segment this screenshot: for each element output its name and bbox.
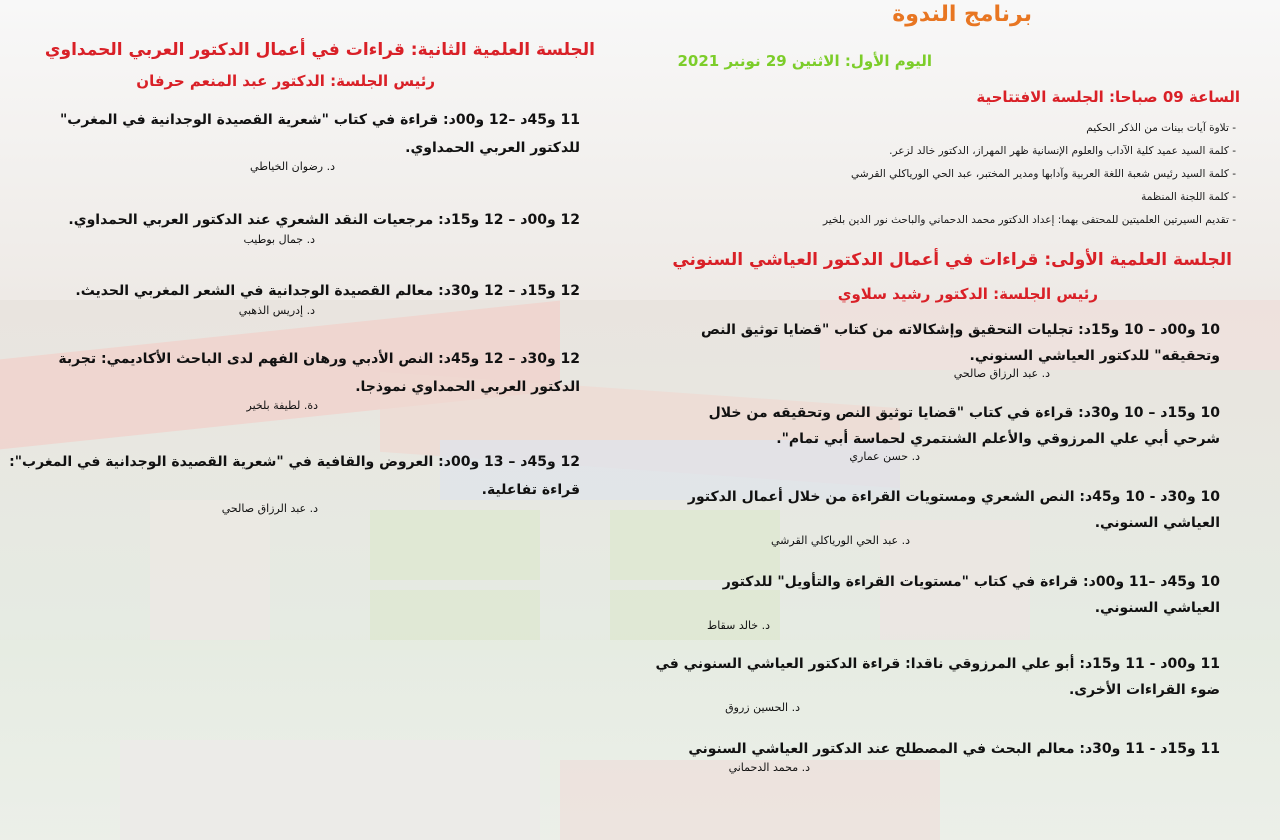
talk-title-line: 12 و00د – 12 و15د: مرجعيات النقد الشعري عند الدكتور العربي الحمداوي.	[68, 212, 580, 228]
talk-title-line: 10 و45د –11 و00د: قراءة في كتاب "مستويات القراءة والتأويل" للدكتور	[722, 574, 1220, 590]
talk-title-line: العياشي السنوني.	[1094, 515, 1220, 531]
opening-item: - كلمة اللجنة المنظمة	[1141, 191, 1236, 203]
talk-title-line: 10 و15د – 10 و30د: قراءة في كتاب "قضايا توثيق النص وتحقيقه من خلال	[708, 405, 1220, 421]
talk-title-line: ضوء القراءات الأخرى.	[1068, 682, 1220, 698]
talk-speaker: د. حسن عماري	[849, 450, 920, 463]
talk-title-line: 12 و45د – 13 و00د: العروض والقافية في "شعرية القصيدة الوجدانية في المغرب":	[9, 454, 580, 470]
talk-title-line: 11 و00د - 11 و15د: أبو علي المرزوقي ناقدا: قراءة الدكتور العياشي السنوني في	[655, 656, 1220, 672]
talk-title-line: 11 و45د –12 و00د: قراءة في كتاب "شعرية القصيدة الوجدانية في المغرب"	[60, 112, 580, 128]
talk-speaker: د. جمال بوطيب	[243, 233, 315, 246]
opening-heading: الساعة 09 صباحا: الجلسة الافتتاحية	[976, 88, 1240, 106]
session2-chair: رئيس الجلسة: الدكتور عبد المنعم حرفان	[136, 72, 435, 90]
program-title: برنامج الندوة	[892, 2, 1032, 27]
talk-title-line: للدكتور العربي الحمداوي.	[405, 140, 580, 156]
talk-title-line: وتحقيقه" للدكتور العياشي السنوني.	[969, 348, 1220, 364]
session2-title: الجلسة العلمية الثانية: قراءات في أعمال الدكتور العربي الحمداوي	[44, 40, 595, 60]
session1-title: الجلسة العلمية الأولى: قراءات في أعمال الدكتور العياشي السنوني	[672, 250, 1232, 270]
session1-talk	[707, 574, 1220, 632]
opening-item: - كلمة السيد عميد كلية الآداب والعلوم الإنسانية ظهر المهراز، الدكتور خالد لزعر.	[889, 145, 1236, 157]
session2-talk	[9, 454, 580, 515]
talk-speaker: د. محمد الدحماني	[728, 761, 810, 774]
session2-talk	[58, 351, 580, 412]
talk-speaker: د. إدريس الذهبي	[238, 304, 315, 317]
opening-items-list	[823, 117, 1236, 232]
talk-title-line: العياشي السنوني.	[1094, 600, 1220, 616]
opening-item: - كلمة السيد رئيس شعبة اللغة العربية وآدابها ومدير المختبر، عبد الحي الورياكلي القرشي	[851, 168, 1236, 180]
session1-chair: رئيس الجلسة: الدكتور رشيد سلاوي	[837, 285, 1098, 303]
talk-speaker: د. خالد سقاط	[707, 619, 770, 632]
session1-talk	[688, 741, 1220, 774]
session1-talk	[655, 656, 1220, 714]
talk-title-line: 12 و15د – 12 و30د: معالم القصيدة الوجدانية في الشعر المغربي الحديث.	[75, 283, 580, 299]
session1-talk	[688, 489, 1220, 547]
talk-speaker: د. عبد الرزاق صالحي	[953, 367, 1050, 380]
session1-talk	[709, 405, 1220, 463]
talk-speaker: د. عبد الرزاق صالحي	[221, 502, 318, 515]
talk-speaker: د. عبد الحي الورياكلي القرشي	[770, 534, 910, 547]
talk-title-line: 10 و00د – 10 و15د: تجليات التحقيق وإشكالاته من كتاب "قضايا توثيق النص	[701, 322, 1220, 338]
talk-title-line: 11 و15د - 11 و30د: معالم البحث في المصطلح عند الدكتور العياشي السنوني	[688, 741, 1220, 757]
opening-item: - تلاوة آيات بينات من الذكر الحكيم	[1086, 122, 1236, 134]
talk-title-line: قراءة تفاعلية.	[481, 482, 580, 498]
talk-title-line: 12 و30د – 12 و45د: النص الأدبي ورهان الفهم لدى الباحث الأكاديمي: تجربة	[58, 351, 580, 367]
talk-title-line: شرحي أبي علي المرزوقي والأعلم الشنتمري لحماسة أبي تمام".	[776, 431, 1220, 447]
session2-talk	[75, 283, 580, 317]
talk-speaker: د. الحسين زروق	[725, 701, 800, 714]
opening-item: - تقديم السيرتين العلميتين للمحتفى بهما: إعداد الدكتور محمد الدحماني والباحث نور الدين بلخير	[823, 214, 1236, 226]
talk-speaker: د. رضوان الخياطي	[250, 160, 335, 173]
session1-talk	[701, 322, 1220, 380]
talk-title-line: 10 و30د - 10 و45د: النص الشعري ومستويات القراءة من خلال أعمال الدكتور	[687, 489, 1220, 505]
day-label: اليوم الأول: الاثنين 29 نونبر 2021	[677, 52, 932, 70]
talk-speaker: دة. لطيفة بلخير	[246, 399, 318, 412]
talk-title-line: الدكتور العربي الحمداوي نموذجا.	[355, 379, 580, 395]
session2-talk	[68, 212, 580, 246]
session2-talk	[60, 112, 580, 173]
